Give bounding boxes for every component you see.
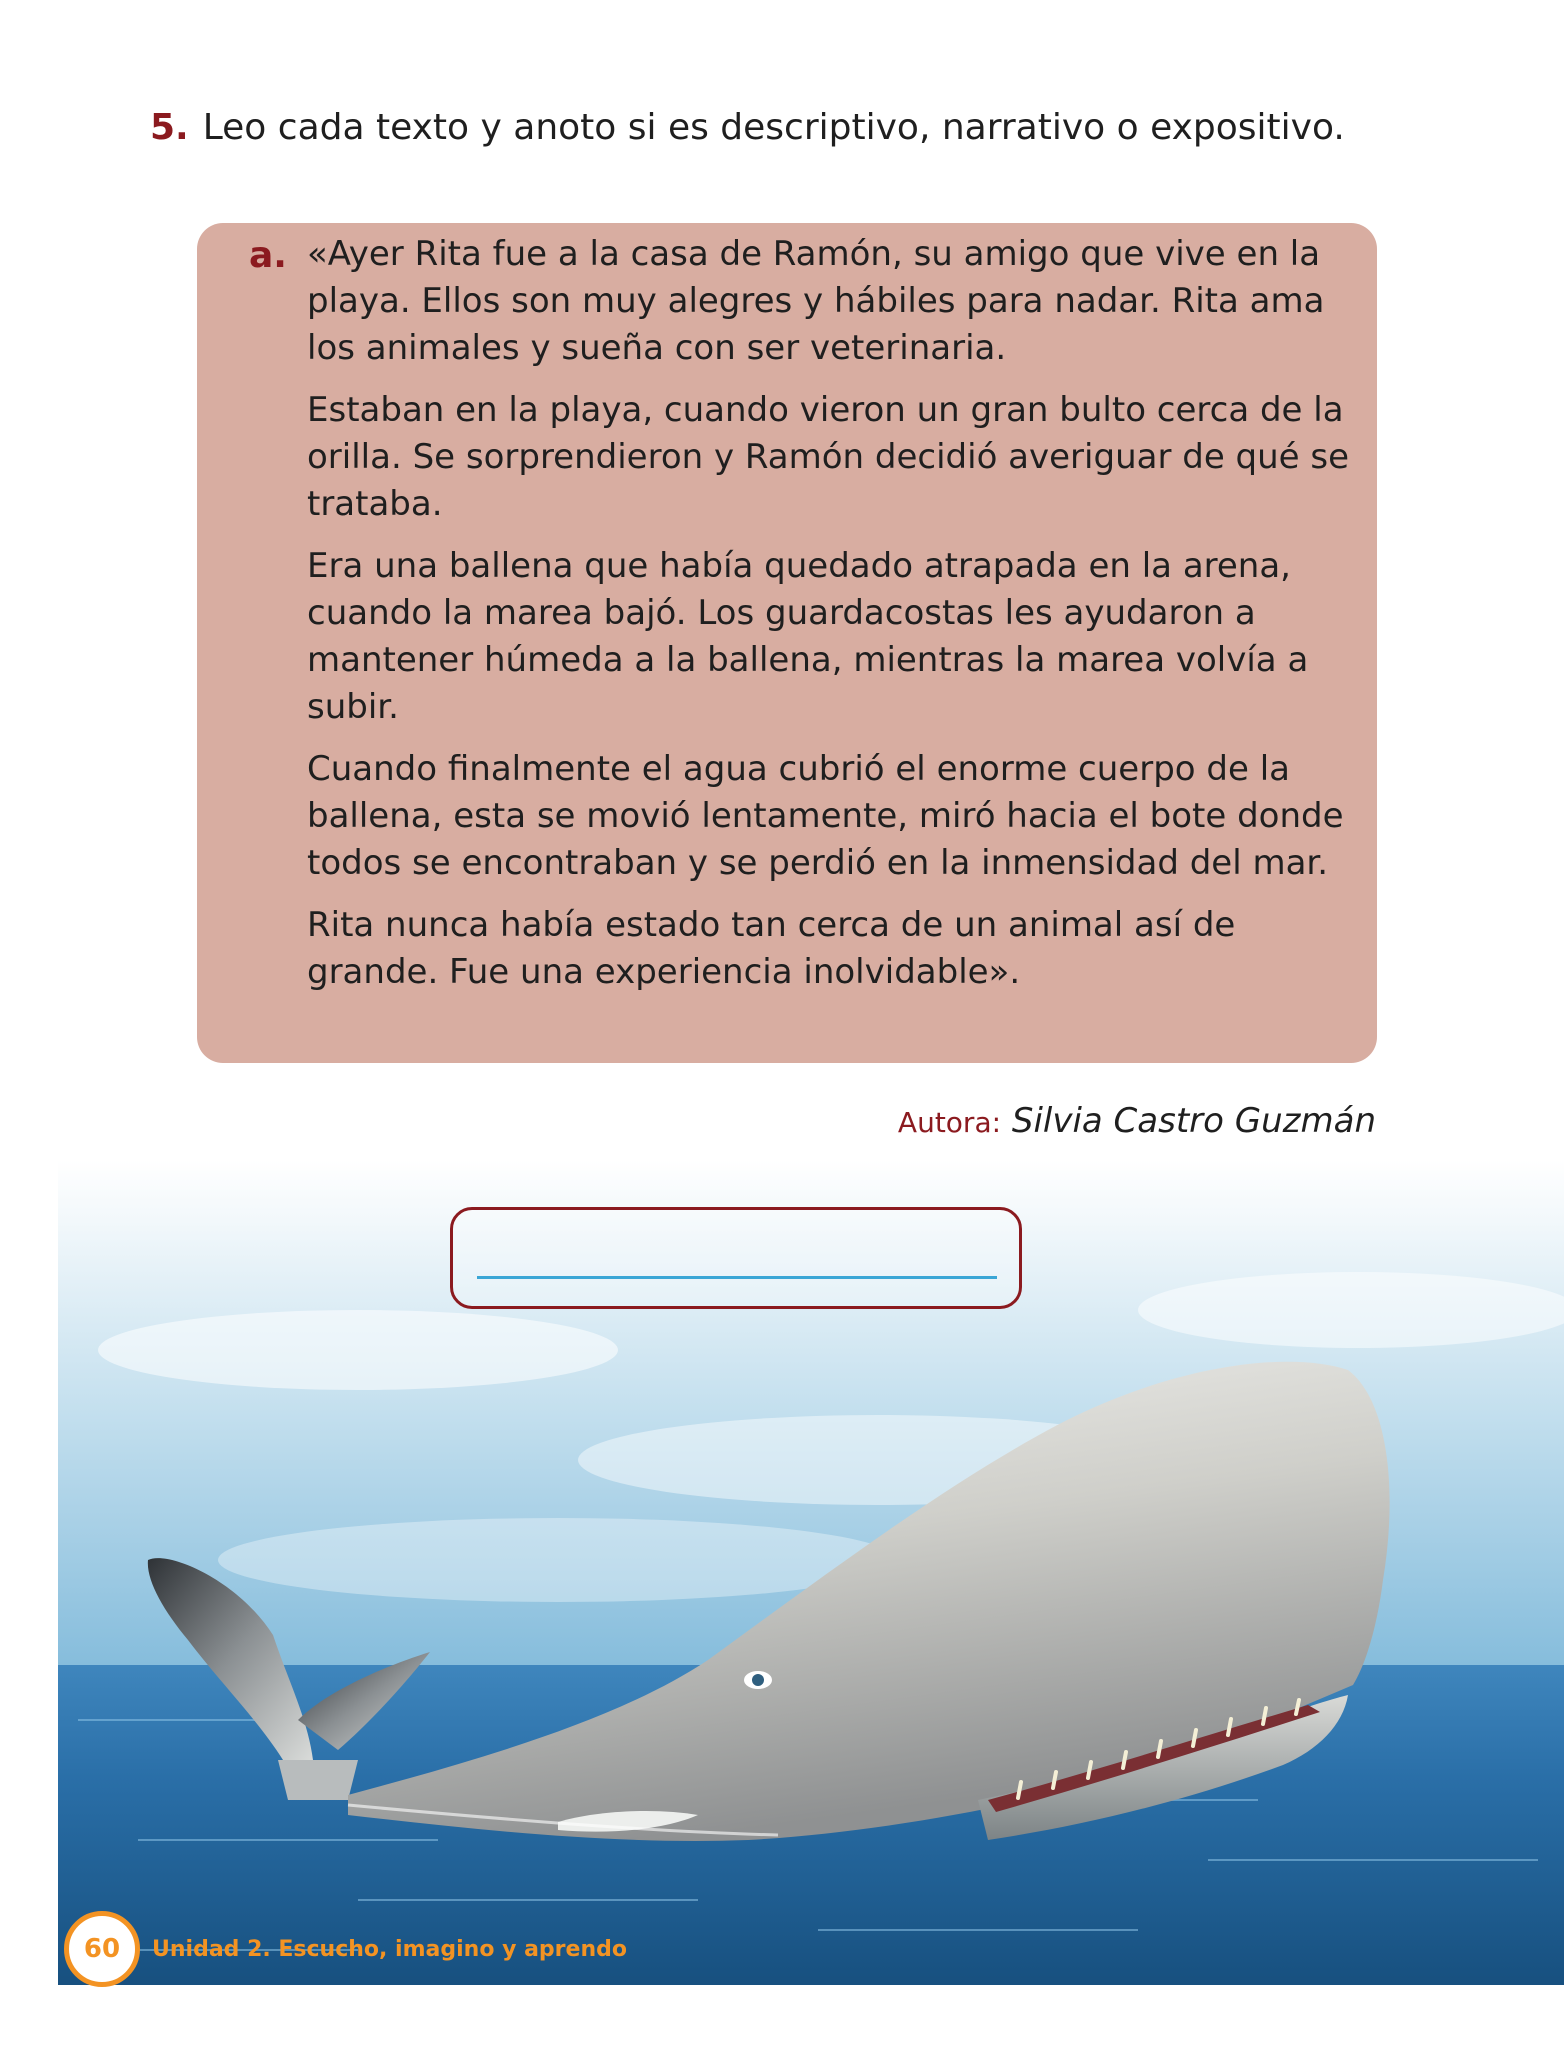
unit-title: Unidad 2. Escucho, imagino y aprendo xyxy=(152,1936,627,1962)
story-paragraph: Cuando finalmente el agua cubrió el enorme cuerpo de la ballena, esta se movió lentamente, miró hacia el bote donde todos se encontraban y se perdió en la inmensidad del mar. xyxy=(307,749,1344,883)
author-label: Autora: xyxy=(897,1106,1002,1139)
page-footer xyxy=(64,1910,627,1988)
story-paragraph: «Ayer Rita fue a la casa de Ramón, su amigo que vive en la playa. Ellos son muy alegres y hábiles para nadar. Rita ama los animales y sueña con ser veterinaria. xyxy=(307,234,1325,368)
answer-box[interactable] xyxy=(450,1207,1022,1309)
answer-line[interactable] xyxy=(477,1276,997,1279)
story-text xyxy=(307,231,1367,1011)
cloud xyxy=(218,1518,898,1602)
story-paragraph: Estaban en la playa, cuando vieron un gran bulto cerca de la orilla. Se sorprendieron y Ramón decidió averiguar de qué se trataba. xyxy=(307,390,1350,524)
story-paragraph: Era una ballena que había quedado atrapada en la arena, cuando la marea bajó. Los guardacostas les ayudaron a mantener húmeda a la ballena, mientras la marea volvía a subir. xyxy=(307,546,1309,727)
page-number: 60 xyxy=(64,1911,140,1987)
instruction xyxy=(150,100,1450,156)
author-name: Silvia Castro Guzmán xyxy=(1011,1101,1376,1141)
author-credit xyxy=(898,1096,1376,1148)
cloud xyxy=(98,1310,618,1390)
story-card xyxy=(197,223,1377,1063)
cloud xyxy=(1138,1272,1564,1348)
item-letter: a. xyxy=(249,235,287,276)
instruction-text: Leo cada texto y anoto si es descriptivo, narrativo o expositivo. xyxy=(202,107,1345,148)
story-paragraph: Rita nunca había estado tan cerca de un animal así de grande. Fue una experiencia inolvidable». xyxy=(307,905,1236,992)
exercise-number: 5. xyxy=(150,107,189,148)
